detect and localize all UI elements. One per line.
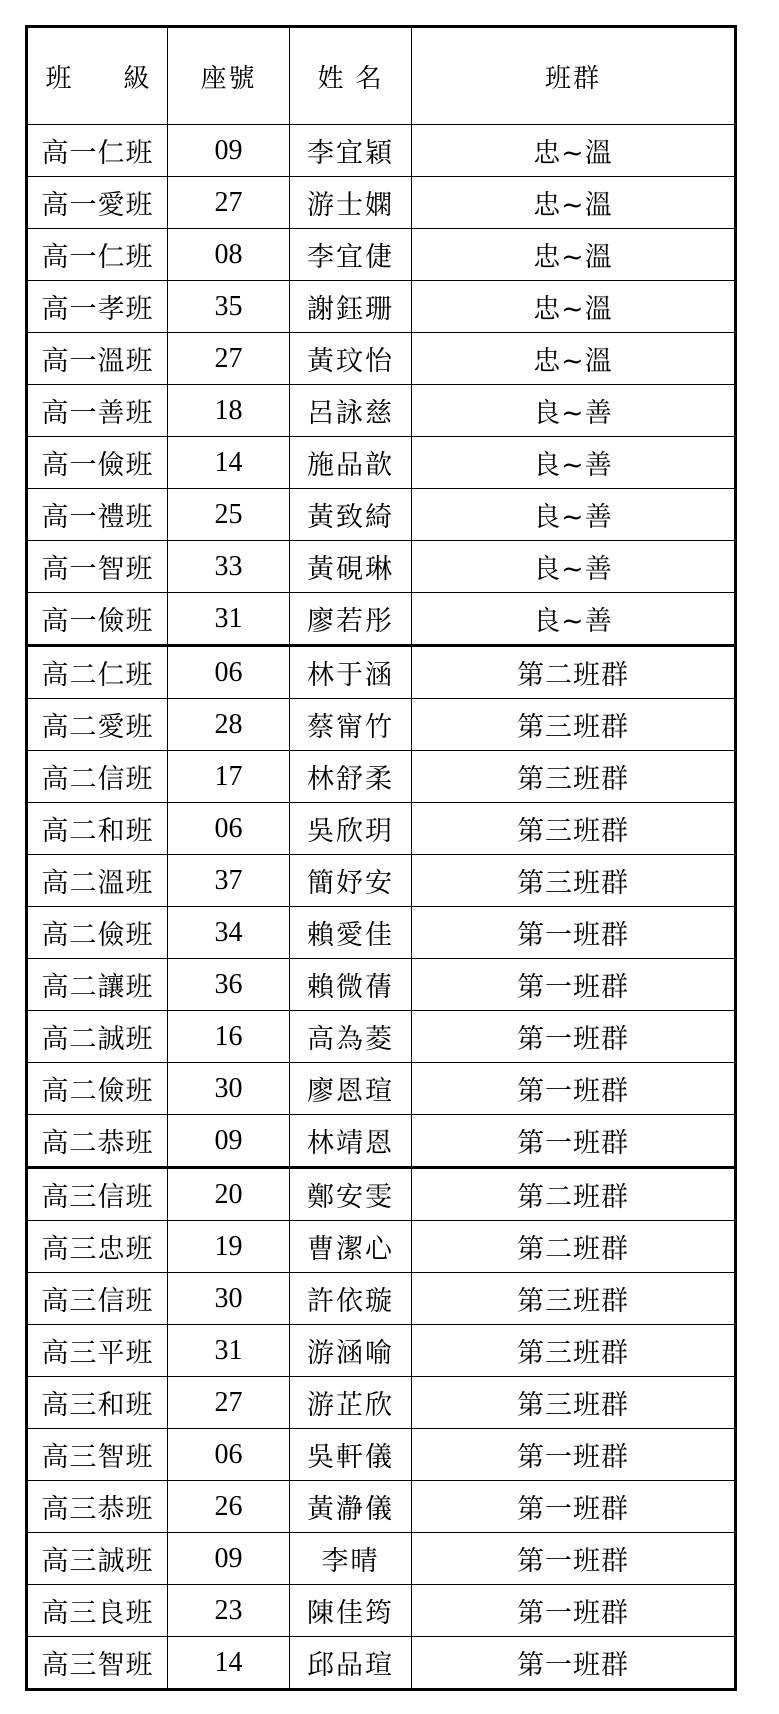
cell-group: 第一班群 [412,1481,735,1533]
table-row [28,333,735,385]
cell-group: 第一班群 [412,1585,735,1637]
table-body [28,125,735,1689]
cell-name: 游芷欣 [290,1377,412,1429]
table-row [28,177,735,229]
table-row [28,593,735,646]
cell-name: 游涵喻 [290,1325,412,1377]
cell-name: 簡妤安 [290,855,412,907]
cell-seat: 26 [168,1481,290,1533]
cell-name: 廖若彤 [290,593,412,646]
cell-group: 第三班群 [412,1377,735,1429]
cell-name: 謝鈺珊 [290,281,412,333]
table-row [28,385,735,437]
cell-name: 賴微蒨 [290,959,412,1011]
cell-group: 第一班群 [412,1637,735,1689]
table-row [28,1585,735,1637]
cell-seat: 30 [168,1063,290,1115]
cell-group: 良~善 [412,489,735,541]
cell-name: 黃玟怡 [290,333,412,385]
cell-name: 高為菱 [290,1011,412,1063]
cell-group: 良~善 [412,437,735,489]
cell-name: 黃瀞儀 [290,1481,412,1533]
table-row [28,281,735,333]
cell-seat: 06 [168,646,290,699]
cell-class: 高三和班 [28,1377,168,1429]
cell-name: 呂詠慈 [290,385,412,437]
cell-class: 高三信班 [28,1273,168,1325]
table-row [28,1168,735,1221]
cell-seat: 25 [168,489,290,541]
cell-seat: 36 [168,959,290,1011]
cell-group: 第一班群 [412,1063,735,1115]
cell-seat: 30 [168,1273,290,1325]
cell-class: 高一善班 [28,385,168,437]
cell-group: 第二班群 [412,1221,735,1273]
cell-name: 鄭安雯 [290,1168,412,1221]
cell-group: 忠~溫 [412,281,735,333]
cell-class: 高一孝班 [28,281,168,333]
table-row [28,541,735,593]
cell-seat: 09 [168,1115,290,1168]
table-row [28,1011,735,1063]
table-row [28,489,735,541]
cell-seat: 37 [168,855,290,907]
cell-group: 忠~溫 [412,125,735,177]
table-row [28,646,735,699]
table-row [28,1429,735,1481]
cell-class: 高三忠班 [28,1221,168,1273]
cell-seat: 27 [168,177,290,229]
header-name: 姓 名 [290,28,412,125]
cell-name: 林舒柔 [290,751,412,803]
cell-class: 高一禮班 [28,489,168,541]
cell-class: 高三恭班 [28,1481,168,1533]
cell-group: 第三班群 [412,751,735,803]
cell-group: 第一班群 [412,1011,735,1063]
cell-class: 高二和班 [28,803,168,855]
cell-class: 高三智班 [28,1637,168,1689]
cell-seat: 23 [168,1585,290,1637]
cell-name: 曹潔心 [290,1221,412,1273]
cell-class: 高一仁班 [28,125,168,177]
cell-name: 李宜穎 [290,125,412,177]
cell-name: 游士嫻 [290,177,412,229]
cell-name: 林于涵 [290,646,412,699]
cell-seat: 08 [168,229,290,281]
table-row [28,1637,735,1689]
cell-seat: 16 [168,1011,290,1063]
cell-seat: 18 [168,385,290,437]
cell-class: 高一智班 [28,541,168,593]
cell-group: 第三班群 [412,1325,735,1377]
cell-seat: 14 [168,437,290,489]
cell-class: 高三平班 [28,1325,168,1377]
cell-seat: 06 [168,803,290,855]
cell-seat: 31 [168,593,290,646]
cell-name: 廖恩瑄 [290,1063,412,1115]
table-header [28,28,735,125]
cell-name: 林靖恩 [290,1115,412,1168]
cell-class: 高一溫班 [28,333,168,385]
header-group: 班群 [412,28,735,125]
cell-name: 黃致綺 [290,489,412,541]
table-row [28,1115,735,1168]
cell-name: 吳欣玥 [290,803,412,855]
cell-class: 高一仁班 [28,229,168,281]
cell-class: 高二愛班 [28,699,168,751]
cell-group: 良~善 [412,541,735,593]
cell-group: 良~善 [412,593,735,646]
table-row [28,125,735,177]
cell-seat: 35 [168,281,290,333]
cell-class: 高三智班 [28,1429,168,1481]
cell-group: 第一班群 [412,1429,735,1481]
cell-group: 第三班群 [412,803,735,855]
table-row [28,1533,735,1585]
cell-class: 高二儉班 [28,907,168,959]
cell-group: 忠~溫 [412,333,735,385]
cell-group: 第一班群 [412,907,735,959]
cell-class: 高一愛班 [28,177,168,229]
cell-name: 許依璇 [290,1273,412,1325]
cell-class: 高二溫班 [28,855,168,907]
cell-seat: 33 [168,541,290,593]
table-row [28,855,735,907]
header-class: 班 級 [28,28,168,125]
cell-class: 高三信班 [28,1168,168,1221]
table-row [28,699,735,751]
student-roster-table [27,27,735,1689]
cell-class: 高二儉班 [28,1063,168,1115]
table-row [28,1325,735,1377]
cell-class: 高二誠班 [28,1011,168,1063]
cell-group: 第三班群 [412,855,735,907]
cell-seat: 09 [168,1533,290,1585]
cell-class: 高二仁班 [28,646,168,699]
cell-class: 高二恭班 [28,1115,168,1168]
cell-seat: 27 [168,333,290,385]
cell-name: 李宜倢 [290,229,412,281]
table-row [28,437,735,489]
cell-class: 高三誠班 [28,1533,168,1585]
cell-name: 吳軒儀 [290,1429,412,1481]
cell-group: 第一班群 [412,959,735,1011]
table-row [28,959,735,1011]
cell-name: 李晴 [290,1533,412,1585]
cell-seat: 17 [168,751,290,803]
header-row [28,28,735,125]
cell-seat: 34 [168,907,290,959]
cell-seat: 20 [168,1168,290,1221]
cell-name: 黃硯琳 [290,541,412,593]
cell-group: 忠~溫 [412,177,735,229]
cell-group: 第一班群 [412,1533,735,1585]
cell-seat: 28 [168,699,290,751]
cell-group: 第三班群 [412,1273,735,1325]
table-row [28,907,735,959]
cell-seat: 27 [168,1377,290,1429]
cell-class: 高一儉班 [28,437,168,489]
cell-class: 高二讓班 [28,959,168,1011]
cell-group: 第二班群 [412,646,735,699]
table-row [28,1221,735,1273]
cell-seat: 14 [168,1637,290,1689]
cell-name: 蔡甯竹 [290,699,412,751]
cell-class: 高一儉班 [28,593,168,646]
table-row [28,1377,735,1429]
cell-name: 陳佳筠 [290,1585,412,1637]
cell-group: 第一班群 [412,1115,735,1168]
cell-seat: 19 [168,1221,290,1273]
header-seat: 座號 [168,28,290,125]
cell-name: 賴愛佳 [290,907,412,959]
table-row [28,1063,735,1115]
table-row [28,1273,735,1325]
cell-name: 邱品瑄 [290,1637,412,1689]
cell-group: 第三班群 [412,699,735,751]
cell-group: 良~善 [412,385,735,437]
cell-name: 施品歆 [290,437,412,489]
cell-class: 高三良班 [28,1585,168,1637]
cell-seat: 06 [168,1429,290,1481]
cell-class: 高二信班 [28,751,168,803]
cell-seat: 09 [168,125,290,177]
cell-seat: 31 [168,1325,290,1377]
table-row [28,1481,735,1533]
table-row [28,751,735,803]
table-row [28,229,735,281]
table-row [28,803,735,855]
cell-group: 忠~溫 [412,229,735,281]
cell-group: 第二班群 [412,1168,735,1221]
